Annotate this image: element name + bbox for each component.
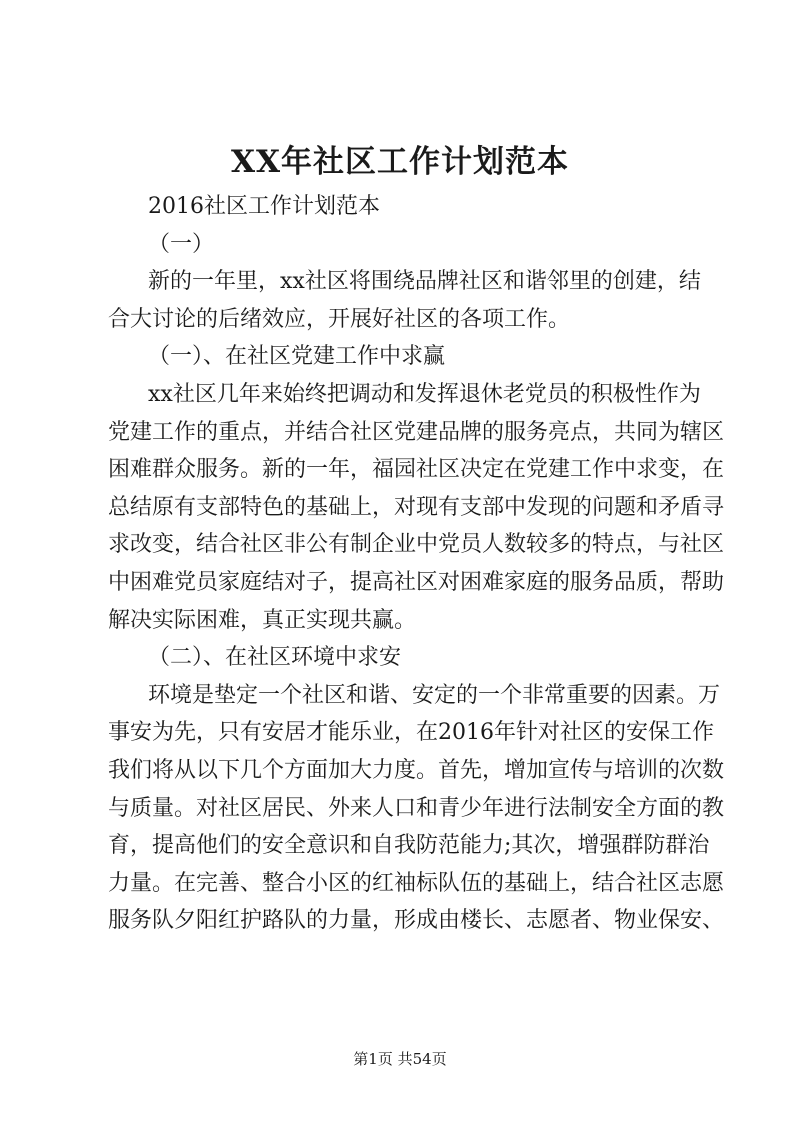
paragraph-line: 困难群众服务。新的一年，福园社区决定在党建工作中求变，在 <box>108 457 725 483</box>
paragraph-line: 新的一年里，xx社区将围绕品牌社区和谐邻里的创建，结 <box>148 269 701 295</box>
paragraph-line: 合大讨论的后绪效应，开展好社区的各项工作。 <box>108 306 571 332</box>
paragraph-line: 环境是垫定一个社区和谐、安定的一个非常重要的因素。万 <box>148 682 721 708</box>
subtitle-line: 2016社区工作计划范本 <box>148 194 380 219</box>
paragraph-line: 求改变，结合社区非公有制企业中党员人数较多的特点，与社区 <box>108 532 725 558</box>
document-title: XX年社区工作计划范本 <box>230 144 570 180</box>
paragraph-line: 事安为先，只有安居才能乐业，在2016年针对社区的安保工作 <box>108 720 714 746</box>
paragraph-line: 中困难党员家庭结对子，提高社区对困难家庭的服务品质，帮助 <box>108 569 725 595</box>
paragraph-line: 党建工作的重点，并结合社区党建品牌的服务亮点，共同为辖区 <box>108 419 725 445</box>
paragraph-line: 我们将从以下几个方面加大力度。首先，增加宣传与培训的次数 <box>108 757 725 783</box>
paragraph-line: 服务队夕阳红护路队的力量，形成由楼长、志愿者、物业保安、 <box>108 908 725 934</box>
paragraph-line: 与质量。对社区居民、外来人口和青少年进行法制安全方面的教 <box>108 795 725 821</box>
paragraph-line: xx社区几年来始终把调动和发挥退休老党员的积极性作为 <box>148 381 701 407</box>
document-body <box>108 188 725 940</box>
section-heading: （二）、在社区环境中求安 <box>148 645 402 671</box>
section-heading: （一） <box>148 231 215 257</box>
paragraph-line: 力量。在完善、整合小区的红袖标队伍的基础上，结合社区志愿 <box>108 870 725 896</box>
paragraph-line: 育，提高他们的安全意识和自我防范能力;其次，增强群防群治 <box>108 833 710 859</box>
section-heading: （一）、在社区党建工作中求赢 <box>148 344 446 370</box>
paragraph-line: 总结原有支部特色的基础上，对现有支部中发现的问题和矛盾寻 <box>108 494 725 520</box>
paragraph-line: 解决实际困难，真正实现共赢。 <box>108 607 417 633</box>
page-number-footer: 第1页 共54页 <box>353 1050 447 1068</box>
